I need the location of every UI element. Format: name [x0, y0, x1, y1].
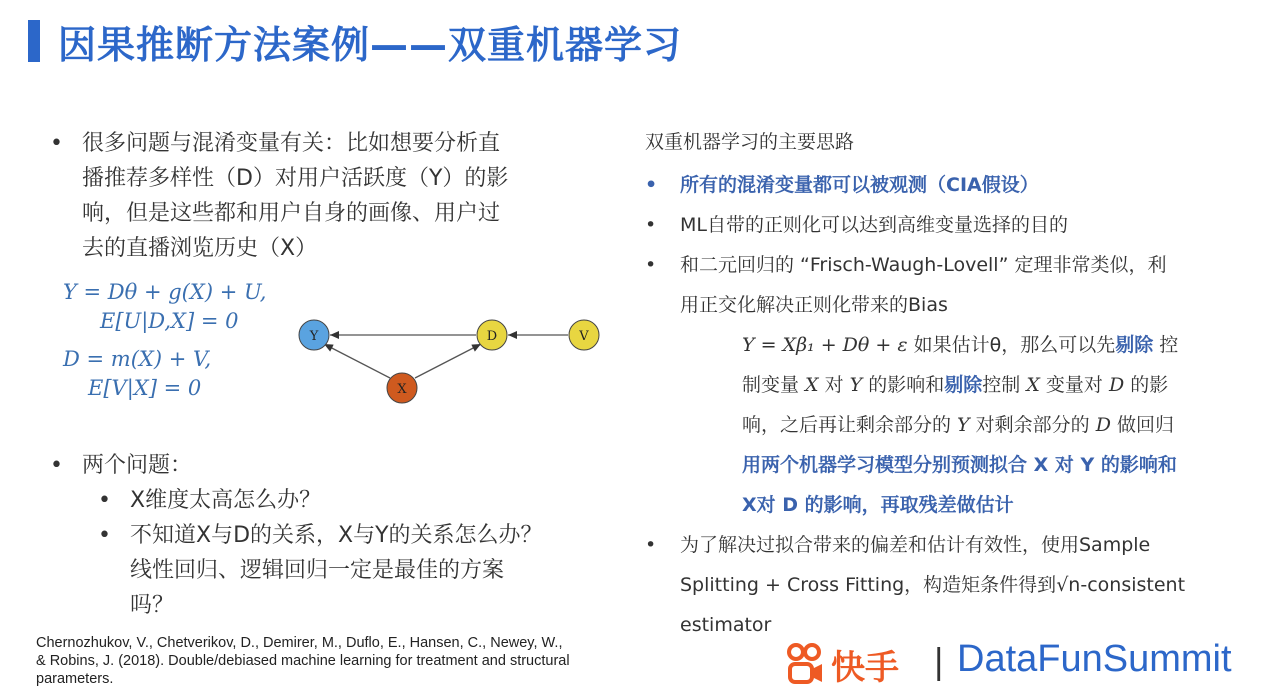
text-span: 做回归	[1110, 414, 1174, 436]
math-var: Y	[849, 374, 863, 396]
bullet-confounding	[50, 126, 610, 266]
highlight-remove: 剔除	[1115, 334, 1154, 356]
item-text: ML自带的正则化可以达到高维变量选择的目的	[680, 214, 1068, 236]
datafun-summit-logo: DataFunSummit	[957, 638, 1232, 680]
equation-outcome-condition: E[U|D,X] = 0	[100, 309, 239, 333]
explanation-line-2	[742, 365, 1240, 405]
sub-bullet-text: X维度太高怎么办？	[130, 488, 322, 513]
text-span: 控制	[982, 374, 1027, 396]
text-span: 的影	[1124, 374, 1169, 396]
bullet-line: 很多问题与混淆变量有关：比如想要分析直	[82, 131, 501, 156]
explanation-line-3	[742, 405, 1240, 445]
bullet-line: 播推荐多样性（D）对用户活跃度（Y）的影	[82, 166, 509, 191]
kuaishou-logo-text: 快手	[831, 648, 899, 688]
text-span: 对	[818, 374, 850, 396]
sub-bullet-relationship	[50, 518, 610, 623]
explanation-line-4: 用两个机器学习模型分别预测拟合 X 对 Y 的影响和	[742, 454, 1177, 476]
math-var: X	[805, 374, 819, 396]
equation-outcome: Y = Dθ + g(X) + U,	[63, 280, 267, 304]
right-item-regularization	[645, 205, 1240, 245]
title-accent-bar	[28, 20, 40, 62]
bullet-two-questions	[50, 448, 610, 483]
text-span: 响，之后再让剩余部分的	[742, 414, 958, 436]
item-line	[680, 565, 1240, 605]
text-span: 制变量	[742, 374, 806, 396]
text-span: 变量对	[1039, 374, 1109, 396]
sub-bullet-line: 线性回归、逻辑回归一定是最佳的方案	[130, 558, 505, 583]
highlight-remove: 剔除	[944, 374, 983, 396]
right-item-fwl	[645, 245, 1240, 325]
bullet-line: 去的直播浏览历史（X）	[82, 236, 318, 261]
citation-line: Chernozhukov, V., Chetverikov, D., Demirer, M., Duflo, E., Hansen, C., Newey, W.,	[36, 635, 563, 651]
item-text: 所有的混淆变量都可以被观测（CIA假设）	[680, 174, 1039, 196]
item-line: estimator	[680, 614, 772, 636]
bullet-line: 响，但是这些都和用户自身的画像、用户过	[82, 201, 501, 226]
citation	[36, 634, 646, 688]
item-line: 和二元回归的 “Frisch-Waugh-Lovell” 定理非常类似，利	[680, 254, 1167, 276]
right-heading: 双重机器学习的主要思路	[645, 131, 855, 153]
sub-bullet-line: 吗？	[130, 593, 175, 618]
bullet-text: 两个问题：	[82, 453, 193, 478]
equation-treatment: D = m(X) + V,	[63, 347, 212, 371]
explanation-line-5: X对 D 的影响，再取残差做估计	[742, 494, 1014, 516]
text-span: 控	[1153, 334, 1179, 356]
equation-treatment-condition: E[V|X] = 0	[88, 376, 202, 400]
citation-line: parameters.	[36, 671, 114, 687]
citation-line: & Robins, J. (2018). Double/debiased machine learning for treatment and structural	[36, 653, 570, 669]
bullet-dot: •	[50, 453, 63, 478]
bullet-dot: •	[50, 131, 63, 156]
sub-bullet-line: 不知道X与D的关系，X与Y的关系怎么办？	[130, 523, 543, 548]
node-x-label: X	[397, 382, 407, 397]
bullet-dot: •	[645, 174, 658, 196]
sqrt-n: √n	[1056, 574, 1081, 596]
node-d-label: D	[486, 329, 498, 344]
fwl-explanation	[645, 325, 1240, 525]
node-v-label: V	[579, 329, 589, 344]
regression-equation: Y = Xβ₁ + Dθ + ε	[742, 334, 908, 356]
node-y-label: Y	[309, 329, 319, 344]
text-span: -consistent	[1080, 574, 1186, 596]
edge-x-to-d	[415, 344, 481, 378]
kuaishou-logo-icon	[785, 642, 825, 686]
sub-bullet-dimension	[50, 483, 610, 518]
text-span: 的影响和	[862, 374, 945, 396]
page-title: 因果推断方法案例——双重机器学习	[58, 23, 683, 67]
math-var: D	[1108, 374, 1125, 396]
causal-graph	[290, 312, 610, 412]
left-column	[50, 126, 610, 266]
bullet-dot: •	[98, 523, 111, 548]
bullet-dot: •	[98, 488, 111, 513]
right-item-cia	[645, 165, 1240, 205]
math-var: Y	[957, 414, 970, 436]
left-questions	[50, 448, 610, 623]
explanation-line-1	[742, 325, 1240, 365]
text-span: Splitting + Cross Fitting，构造矩条件得到	[680, 574, 1057, 596]
item-line: 为了解决过拟合带来的偏差和估计有效性，使用Sample	[680, 534, 1151, 556]
bullet-dot: •	[645, 534, 657, 556]
logo-separator: |	[933, 642, 945, 682]
bullet-dot: •	[645, 214, 657, 236]
math-var: X	[1026, 374, 1040, 396]
edge-x-to-y	[324, 344, 390, 378]
text-span: 如果估计θ，那么可以先	[907, 334, 1116, 356]
right-column	[645, 128, 1240, 645]
math-var: D	[1095, 414, 1111, 436]
text-span: 对剩余部分的	[969, 414, 1096, 436]
right-item-cross-fitting	[645, 525, 1240, 645]
item-line: 用正交化解决正则化带来的Bias	[680, 294, 948, 316]
bullet-dot: •	[645, 254, 657, 276]
